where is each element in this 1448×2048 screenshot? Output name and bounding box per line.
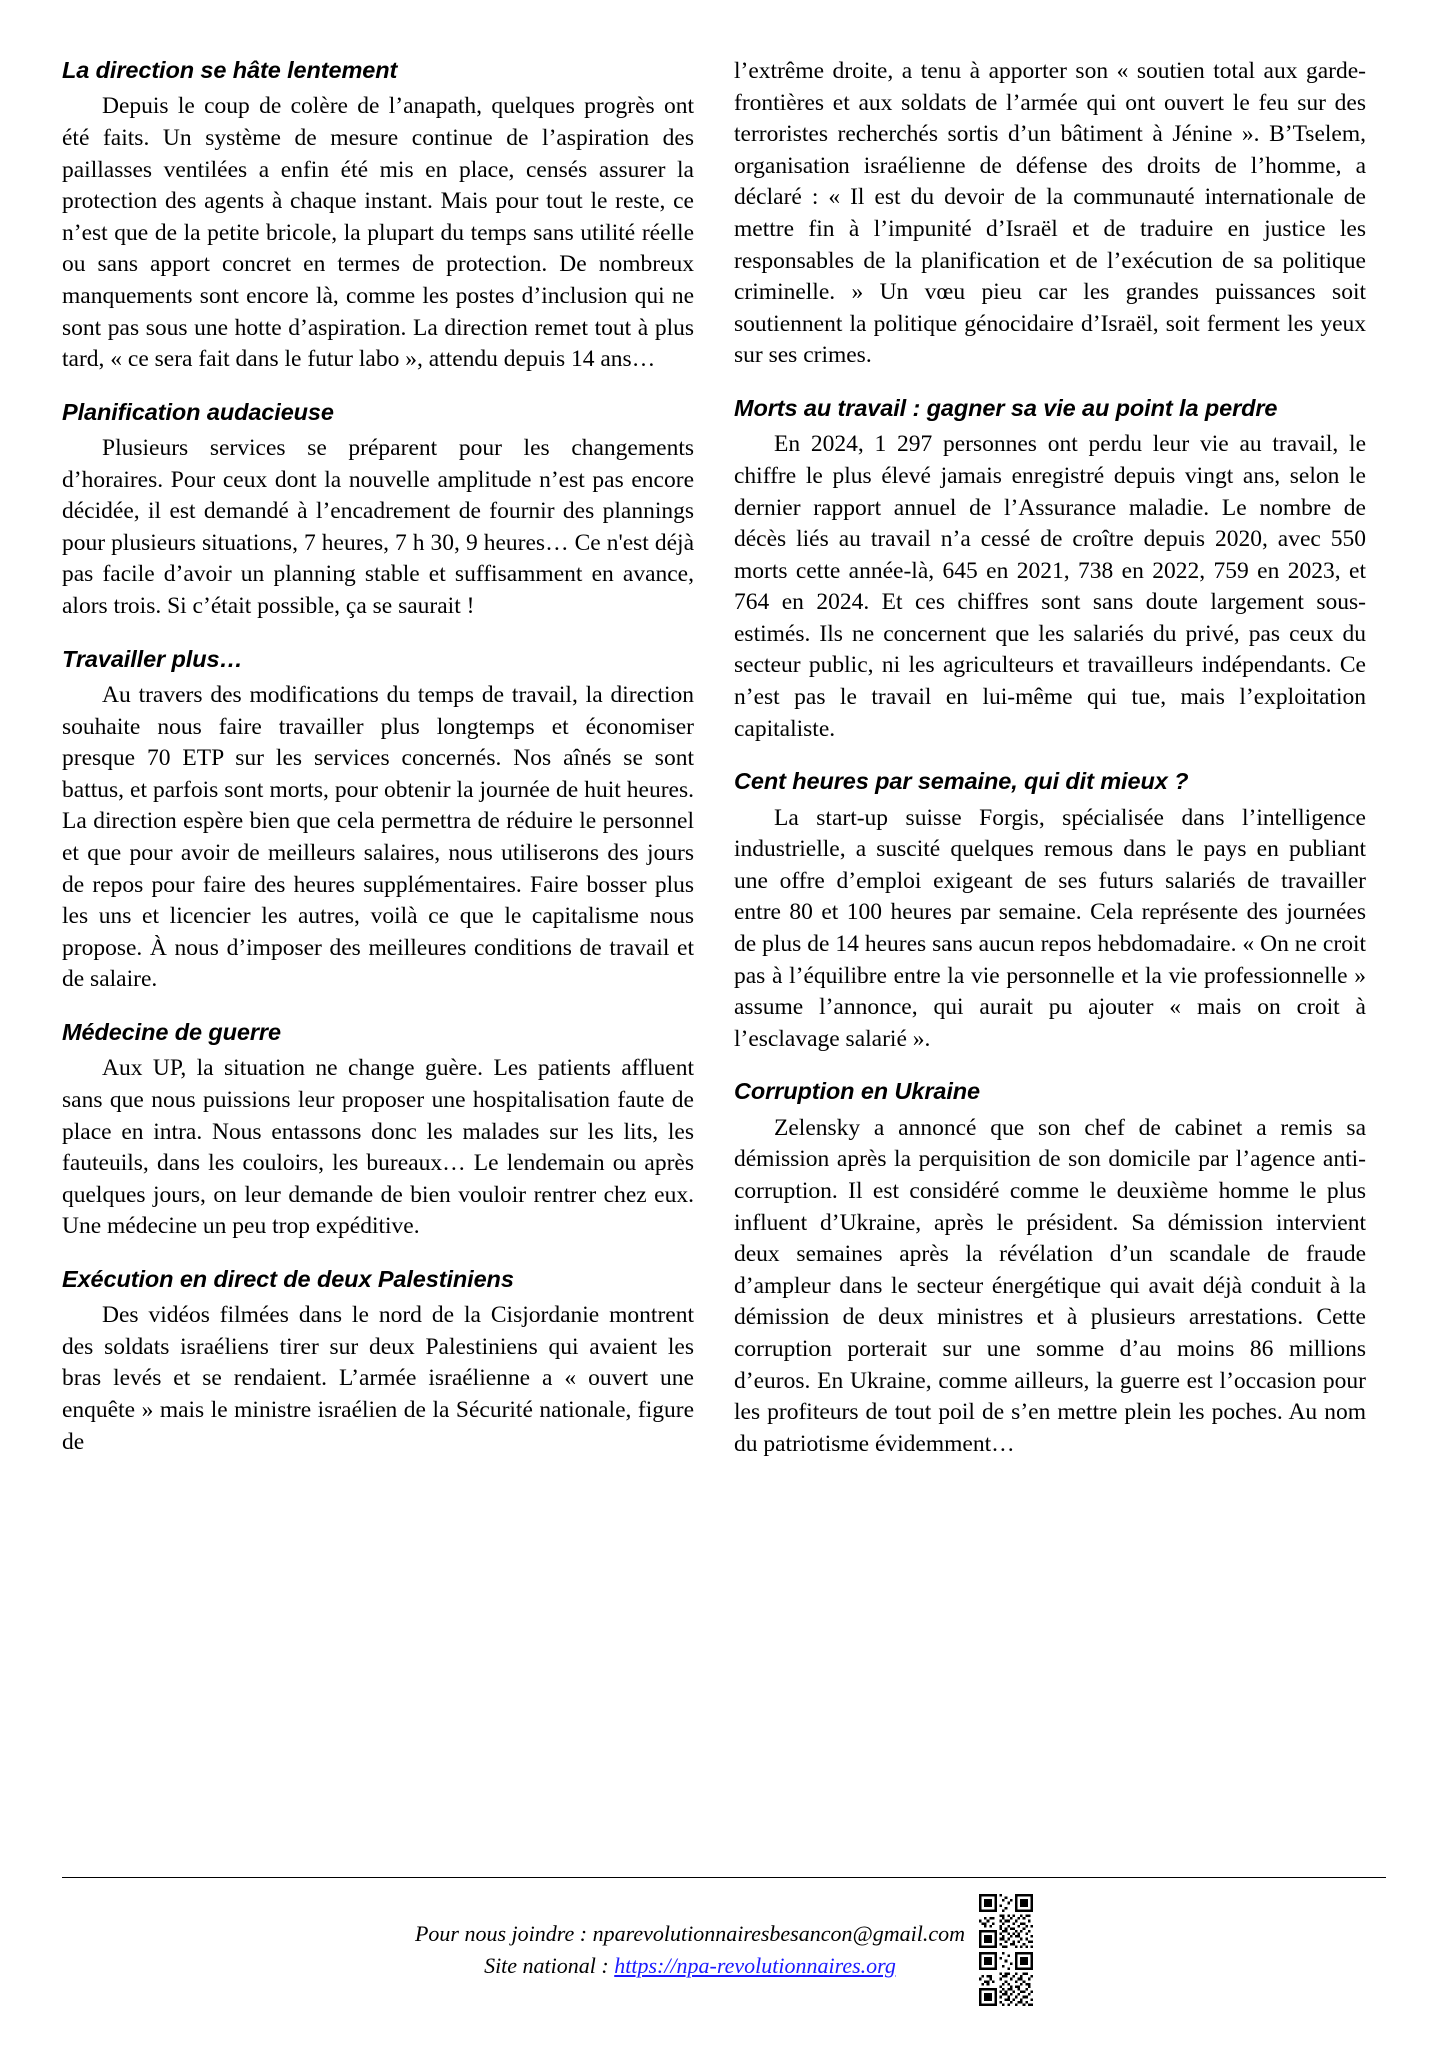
- article-title: Exécution en direct de deux Palestiniens: [62, 1265, 514, 1292]
- article-paragraph: Depuis le coup de colère de l’anapath, quelques progrès ont été faits. Un système de mesure continue de l’aspiration des paillasses ventilées a enfin été mis en place, censés assurer la protection des agents à chaque instant. Mais pour tout le reste, ce n’est que de la petite bricole, la plupart du temps sans utilité réelle ou sans apport concret en termes de protection. De nombreux manquements sont encore là, comme les postes d’inclusion qui ne sont pas sous une hotte d’aspiration. La direction remet tout à plus tard, « ce sera fait dans le futur labo », attendu depuis 14 ans…: [62, 93, 694, 373]
- footer-site-line: [484, 1950, 896, 1982]
- article-paragraph: Au travers des modifications du temps de travail, la direction souhaite nous faire travailler plus longtemps et économiser presque 70 ETP sur les services concernés. Nos aînés se sont battus, et parfois sont morts, pour obtenir la journée de huit heures. La direction espère bien que cela permettra de réduire le personnel et que pour avoir de meilleurs salaires, nous utiliserons des jours de repos pour faire des heures supplémentaires. Faire bosser plus les uns et licencier les autres, voilà ce que le capitalisme nous propose. À nous d’imposer des meilleures conditions de travail et de salaire.: [62, 682, 694, 993]
- footer-site-label: Site national :: [484, 1953, 615, 1978]
- left-column: [62, 56, 694, 1896]
- article-title: La direction se hâte lentement: [62, 57, 398, 83]
- article-planification-audacieuse: [62, 398, 694, 623]
- qr-code-site-icon: [979, 1952, 1033, 2006]
- article-paragraph: l’extrême droite, a tenu à apporter son « soutien total aux garde-frontières et aux soldats de l’armée qui ont ouvert le feu sur des terroristes recherchés sortis d’un bâtiment à Jénine ». B’Tselem, organisation israélienne de défense des droits de l’homme, a déclaré : « Il est du devoir de la communauté internationale de mettre fin à l’impunité d’Israël et de traduire en justice les responsables de la planification et de l’exécution de sa politique criminelle. » Un vœu pieu car les grandes puissances soit soutiennent la politique génocidaire d’Israël, soit ferment les yeux sur ses crimes.: [734, 58, 1366, 369]
- qr-code-group: [979, 1894, 1033, 2006]
- article-medecine-de-guerre: [62, 1018, 694, 1243]
- page-footer: [62, 1877, 1386, 2006]
- article-travailler-plus: [62, 645, 694, 996]
- article-title: Morts au travail : gagner sa vie au point la perdre: [734, 394, 1278, 421]
- right-column: [734, 56, 1366, 1896]
- article-paragraph: Zelensky a annoncé que son chef de cabinet a remis sa démission après la perquisition de son domicile par l’agence anti-corruption. Il est considéré comme le deuxième homme le plus influent d’Ukraine, après le président. Sa démission intervient deux semaines après la révélation d’un scandale de fraude d’ampleur dans le secteur énergétique qui avait déjà conduit à la démission de deux ministres et à plusieurs arrestations. Cette corruption porterait sur une somme d’au moins 86 millions d’euros. En Ukraine, comme ailleurs, la guerre est l’occasion pour les profiteurs de tout poil de s’en mettre plein les poches. Au nom du patriotisme évidemment…: [734, 1114, 1366, 1457]
- article-continuation-palestiniens: [734, 56, 1366, 372]
- article-paragraph: Aux UP, la situation ne change guère. Les patients affluent sans que nous puissions leur proposer une hospitalisation faute de place en intra. Nous entassons donc les malades sur les lits, les fauteuils, dans les couloirs, les bureaux… Le lendemain ou après quelques jours, on leur demande de bien vouloir rentrer chez eux. Une médecine un peu trop expéditive.: [62, 1055, 694, 1240]
- article-title: Planification audacieuse: [62, 398, 334, 425]
- footer-site-link[interactable]: https://npa-revolutionnaires.org: [614, 1953, 896, 1978]
- article-paragraph: En 2024, 1 297 personnes ont perdu leur vie au travail, le chiffre le plus élevé jamais enregistré depuis vingt ans, selon le dernier rapport annuel de l’Assurance maladie. Le nombre de décès liés au travail n’a cessé de croître depuis 2020, avec 550 morts cette année-là, 645 en 2021, 738 en 2022, 759 en 2023, et 764 en 2024. Et ces chiffres sont sans doute largement sous-estimés. Ils ne concernent que les salariés du privé, pas ceux du secteur public, ni les agriculteurs et travailleurs indépendants. Ce n’est pas le travail en lui-même qui tue, mais l’exploitation capitaliste.: [734, 431, 1366, 742]
- footer-text-lines: [415, 1918, 965, 1982]
- article-corruption-en-ukraine: [734, 1077, 1366, 1460]
- article-execution-en-direct-de-deux-palestiniens: [62, 1265, 694, 1458]
- article-paragraph: La start-up suisse Forgis, spécialisée dans l’intelligence industrielle, a suscité quelques remous dans le pays en publiant une offre d’emploi exigeant de ses futurs salariés de travailler entre 80 et 100 heures par semaine. Cela représente des journées de plus de 14 heures sans aucun repos hebdomadaire. « On ne croit pas à l’équilibre entre la vie personnelle et la vie professionnelle » assume l’annonce, qui aurait pu ajouter « mais on croit à l’esclavage salarié ».: [734, 804, 1366, 1052]
- footer-content: [62, 1894, 1386, 2006]
- article-title: Cent heures par semaine, qui dit mieux ?: [734, 768, 1189, 795]
- two-column-layout: [62, 56, 1386, 1896]
- article-title: Corruption en Ukraine: [734, 1078, 980, 1105]
- article-morts-au-travail: [734, 394, 1366, 745]
- article-paragraph: Plusieurs services se préparent pour les changements d’horaires. Pour ceux dont la nouvelle amplitude n’est pas encore décidée, il est demandé à l’encadrement de fournir des plannings pour plusieurs situations, 7 heures, 7 h 30, 9 heures… Ce n'est déjà pas facile d’avoir un planning stable et suffisamment en avance, alors trois. Si c’était possible, ça se saurait !: [62, 435, 694, 620]
- article-direction-se-hate-lentement: [62, 56, 694, 376]
- article-cent-heures-par-semaine: [734, 767, 1366, 1055]
- qr-code-email-icon: [979, 1894, 1033, 1948]
- article-paragraph: Des vidéos filmées dans le nord de la Cisjordanie montrent des soldats israéliens tirer sur deux Palestiniens qui avaient les bras levés et se rendaient. L’armée israélienne a « ouvert une enquête » mais le ministre israélien de la Sécurité nationale, figure de: [62, 1302, 694, 1455]
- article-title: Médecine de guerre: [62, 1018, 281, 1045]
- footer-contact-line: Pour nous joindre : nparevolutionnairesbesancon@gmail.com: [414, 1921, 965, 1947]
- article-title: Travailler plus…: [62, 645, 243, 672]
